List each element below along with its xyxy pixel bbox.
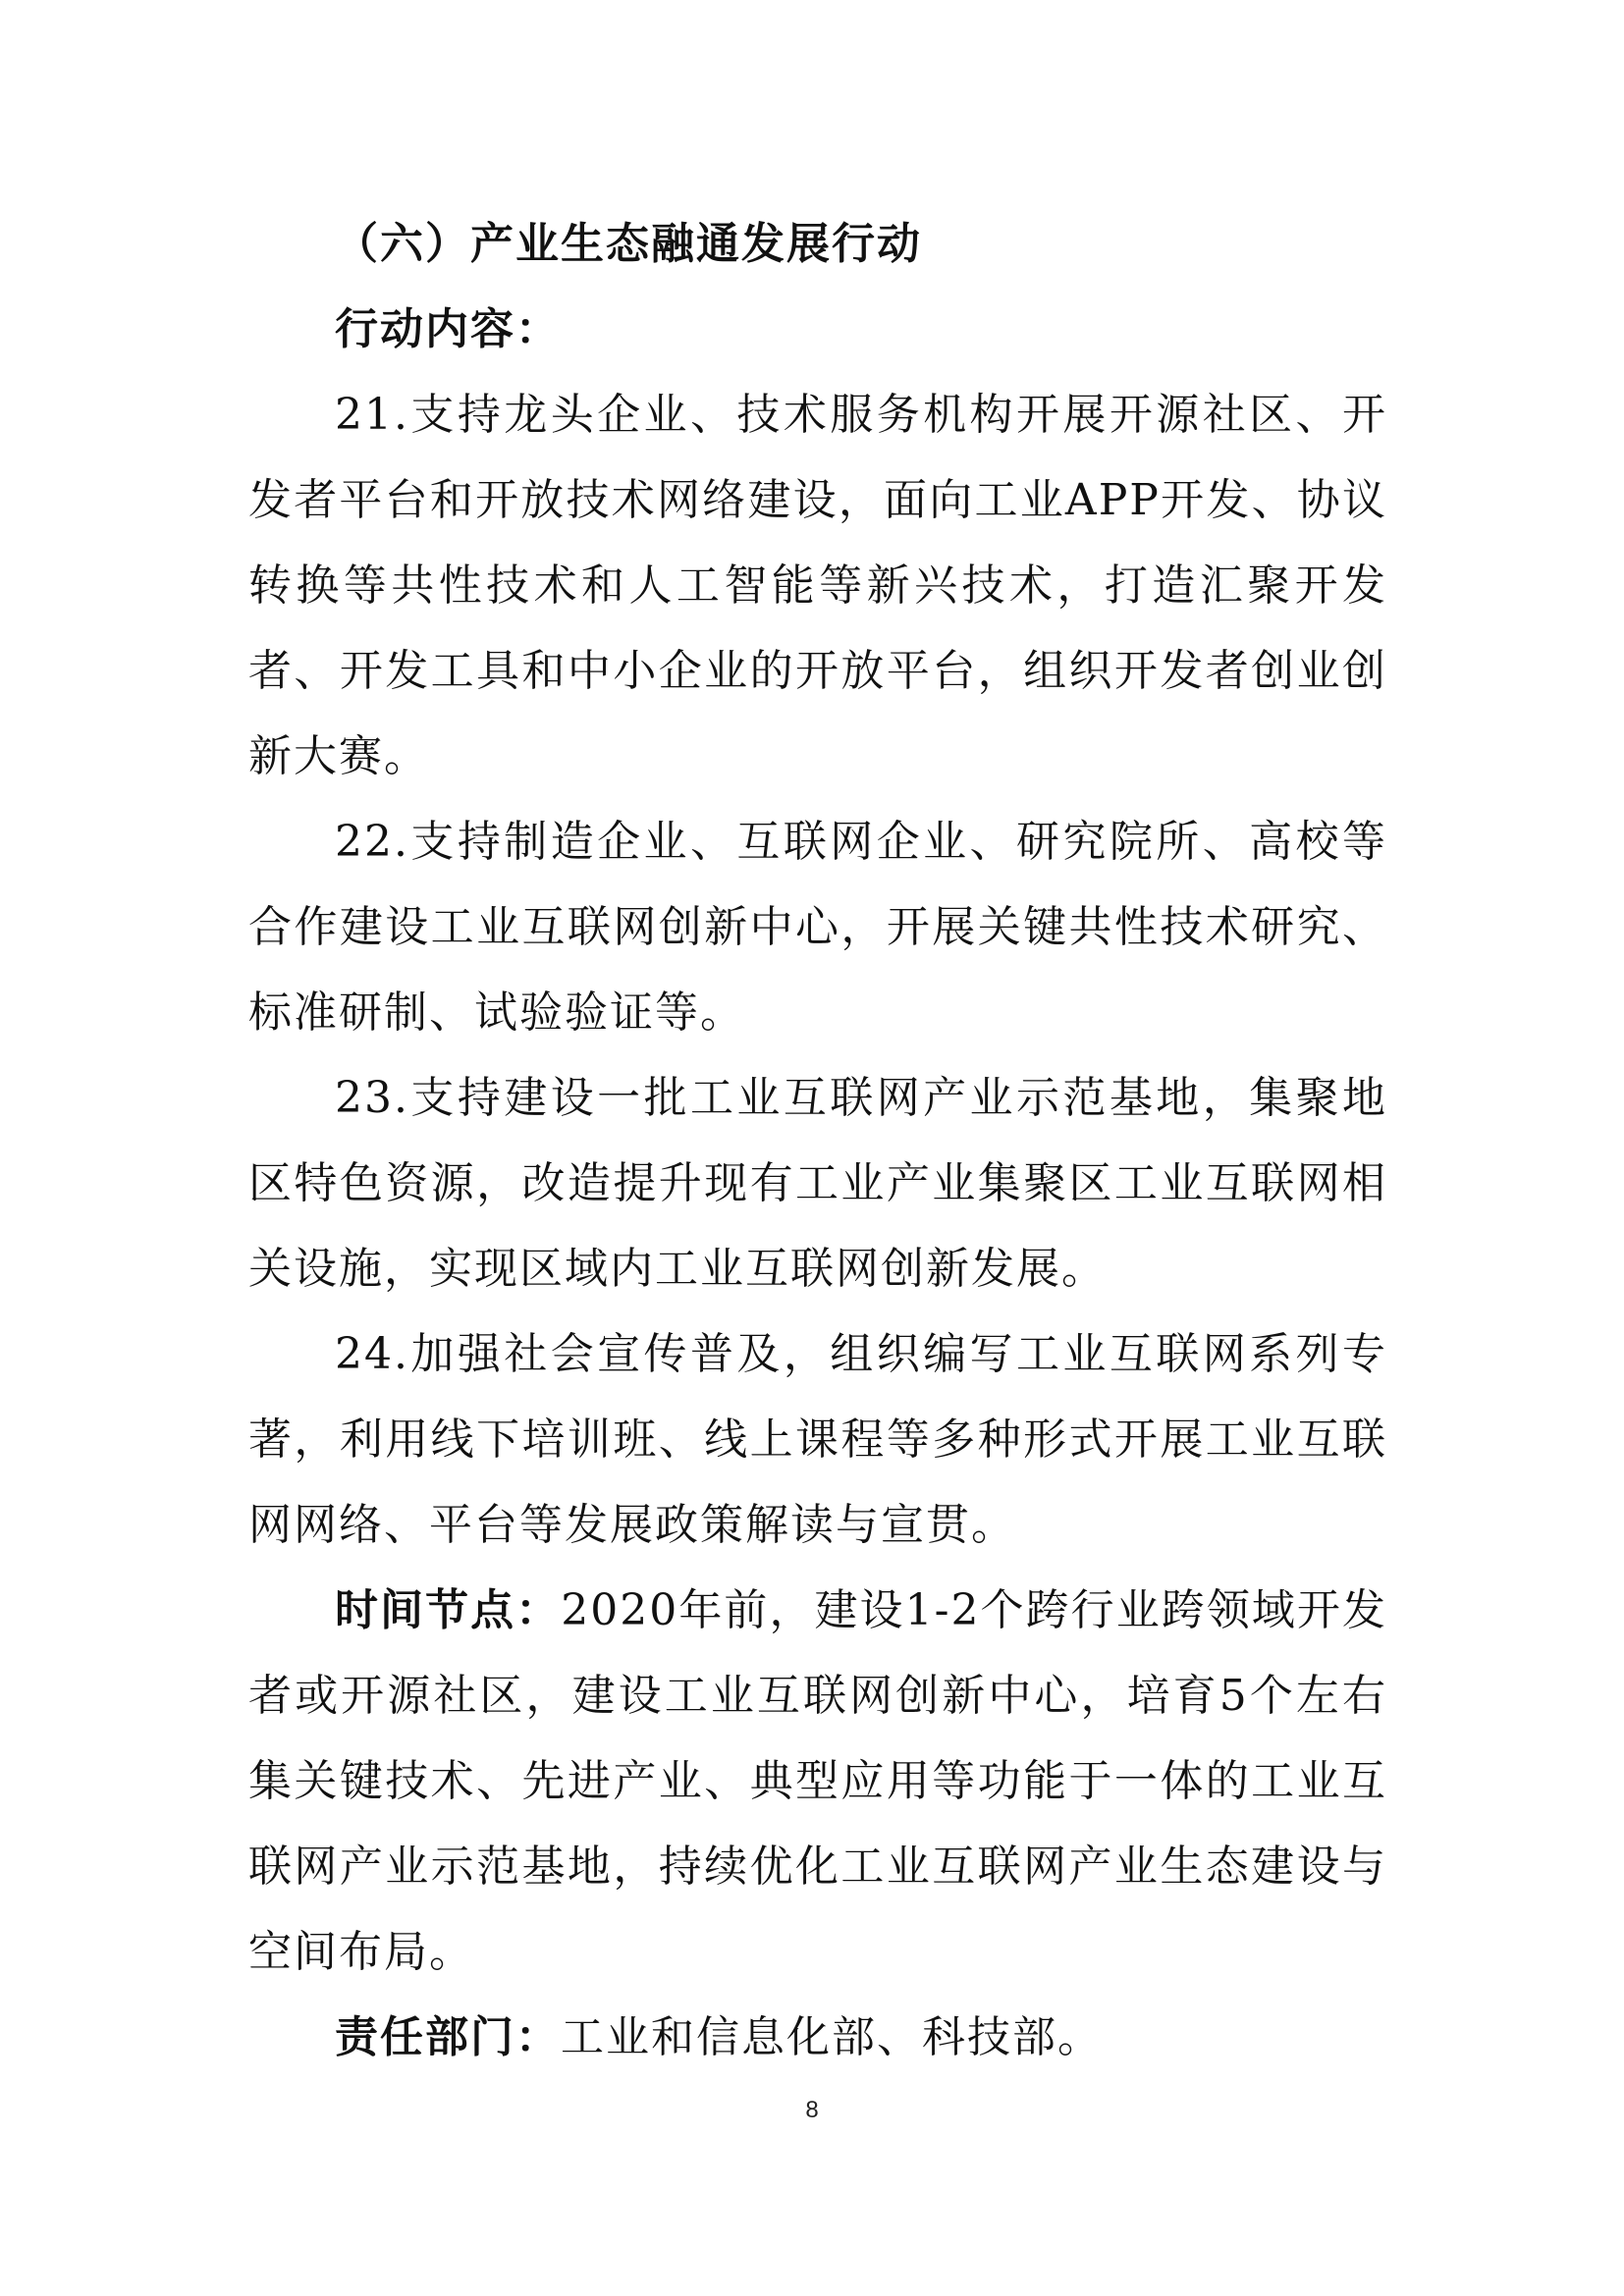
action-item-23: 23.支持建设一批工业互联网产业示范基地，集聚地区特色资源，改造提升现有工业产业集聚区工业互联网相关设施，实现区域内工业互联网创新发展。 xyxy=(248,1073,1387,1294)
timeline-paragraph xyxy=(248,1568,1387,1995)
action-item-21: 21.支持龙头企业、技术服务机构开展开源社区、开发者平台和开放技术网络建设，面向工业APP开发、协议转换等共性技术和人工智能等新兴技术，打造汇聚开发者、开发工具和中小企业的开放平台，组织开发者创业创新大赛。 xyxy=(248,390,1387,781)
responsible-text: 工业和信息化部、科技部。 xyxy=(561,2012,1103,2062)
action-item-24: 24.加强社会宣传普及，组织编写工业互联网系列专著，利用线下培训班、线上课程等多种形式开展工业互联网网络、平台等发展政策解读与宣贯。 xyxy=(248,1329,1387,1550)
responsible-label: 责任部门： xyxy=(335,2012,561,2062)
page-number: 8 xyxy=(805,2097,819,2123)
action-item-22: 22.支持制造企业、互联网企业、研究院所、高校等合作建设工业互联网创新中心，开展关键共性技术研究、标准研制、试验验证等。 xyxy=(248,817,1387,1038)
document-body xyxy=(248,201,1387,2080)
section-title: （六）产业生态融通发展行动 xyxy=(335,219,922,269)
responsible-paragraph xyxy=(248,1995,1387,2080)
content-label: 行动内容： xyxy=(335,304,561,354)
timeline-label: 时间节点： xyxy=(335,1585,562,1635)
timeline-text: 2020年前，建设1-2个跨行业跨领域开发者或开源社区，建设工业互联网创新中心，培育5个左右集关键技术、先进产业、典型应用等功能于一体的工业互联网产业示范基地，持续优化工业互联网产业生态建设与空间布局。 xyxy=(248,1585,1387,1977)
